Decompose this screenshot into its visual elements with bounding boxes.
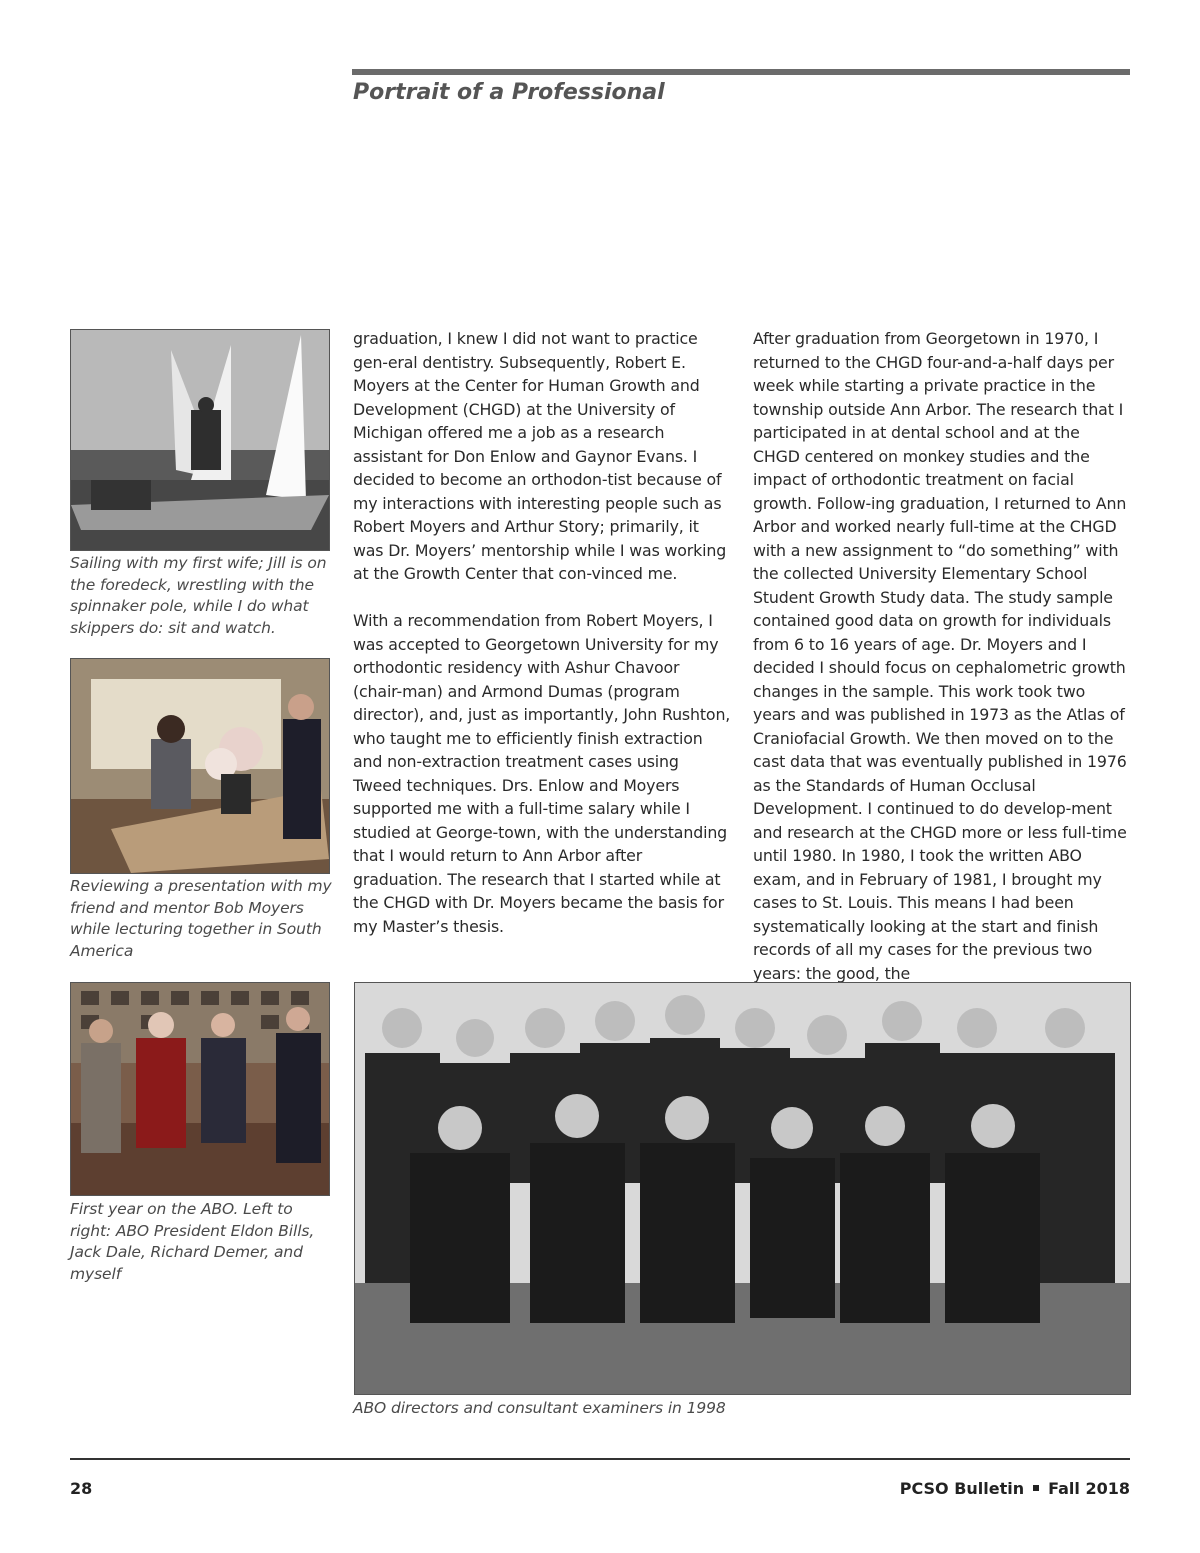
publication-info [900, 1479, 1130, 1498]
header-rule [352, 69, 1130, 75]
square-bullet-icon [1033, 1485, 1039, 1491]
publication-name: PCSO Bulletin [899, 1479, 1025, 1498]
issue-date: Fall 2018 [1048, 1479, 1130, 1498]
article-column-2 [753, 327, 1131, 1009]
article-paragraph: graduation, I knew I did not want to practice gen-eral dentistry. Subsequently, Robert E. Moyers at the Center for Human Growth and Development (CHGD) at the University of Michigan offered me a job as a research assistant for Don Enlow and Gaynor Evans. I decided to become an orthodon-tist because of my interactions with interesting people such as Robert Moyers and Arthur Story; primarily, it was Dr. Moyers’ mentorship while I was working at the Growth Center that con-vinced me. [353, 329, 727, 583]
abo-1998-group-photo [354, 982, 1131, 1395]
article-paragraph: After graduation from Georgetown in 1970, I returned to the CHGD four-and-a-half days per week while starting a private practice in the township outside Ann Arbor. The research that I participated in at dental school and at the CHGD centered on monkey studies and the impact of orthodontic treatment on facial growth. Follow-ing graduation, I returned to Ann Arbor and worked nearly full-time at the CHGD with a new assignment to “do something” with the collected University Elementary School Student Growth Study data. The study sample contained good data on growth for individuals from 6 to 16 years of age. Dr. Moyers and I decided I should focus on cephalometric growth changes in the sample. This work took two years and was published in 1973 as the Atlas of Craniofacial Growth. We then moved on to the cast data that was eventually published in 1976 as the Standards of Human Occlusal Development. I continued to do develop-ment and research at the CHGD more or less full-time until 1980. In 1980, I took the written ABO exam, and in February of 1981, I brought my cases to St. Louis. This means I had been systematically looking at the start and finish records of all my cases for the previous two years: the good, the [753, 329, 1127, 983]
abo-first-year-caption: First year on the ABO. Left to right: ABO President Eldon Bills, Jack Dale, Richard Demer, and myself [70, 1200, 315, 1283]
section-title: Portrait of a Professional [353, 80, 665, 105]
abo-1998-caption: ABO directors and consultant examiners in 1998 [353, 1399, 726, 1417]
meeting-photo [70, 658, 330, 874]
abo-first-year-photo [70, 982, 330, 1196]
footer-rule [70, 1458, 1130, 1460]
meeting-caption: Reviewing a presentation with my friend and mentor Bob Moyers while lecturing together in South America [70, 877, 332, 960]
article-paragraph: With a recommendation from Robert Moyers, I was accepted to Georgetown University for my orthodontic residency with Ashur Chavoor (chair-man) and Armond Dumas (program director), and, just as importantly, John Rushton, who taught me to efficiently finish extraction and non-extraction treatment cases using Tweed techniques. Drs. Enlow and Moyers supported me with a full-time salary while I studied at George-town, with the understanding that I would return to Ann Arbor after graduation. The research that I started while at the CHGD with Dr. Moyers became the basis for my Master’s thesis. [353, 611, 731, 936]
page-number: 28 [70, 1479, 93, 1498]
article-column-1 [353, 327, 731, 962]
sailing-photo [70, 329, 330, 551]
sailing-caption: Sailing with my first wife; Jill is on the foredeck, wrestling with the spinnaker pole, while I do what skippers do: sit and watch. [70, 554, 327, 637]
